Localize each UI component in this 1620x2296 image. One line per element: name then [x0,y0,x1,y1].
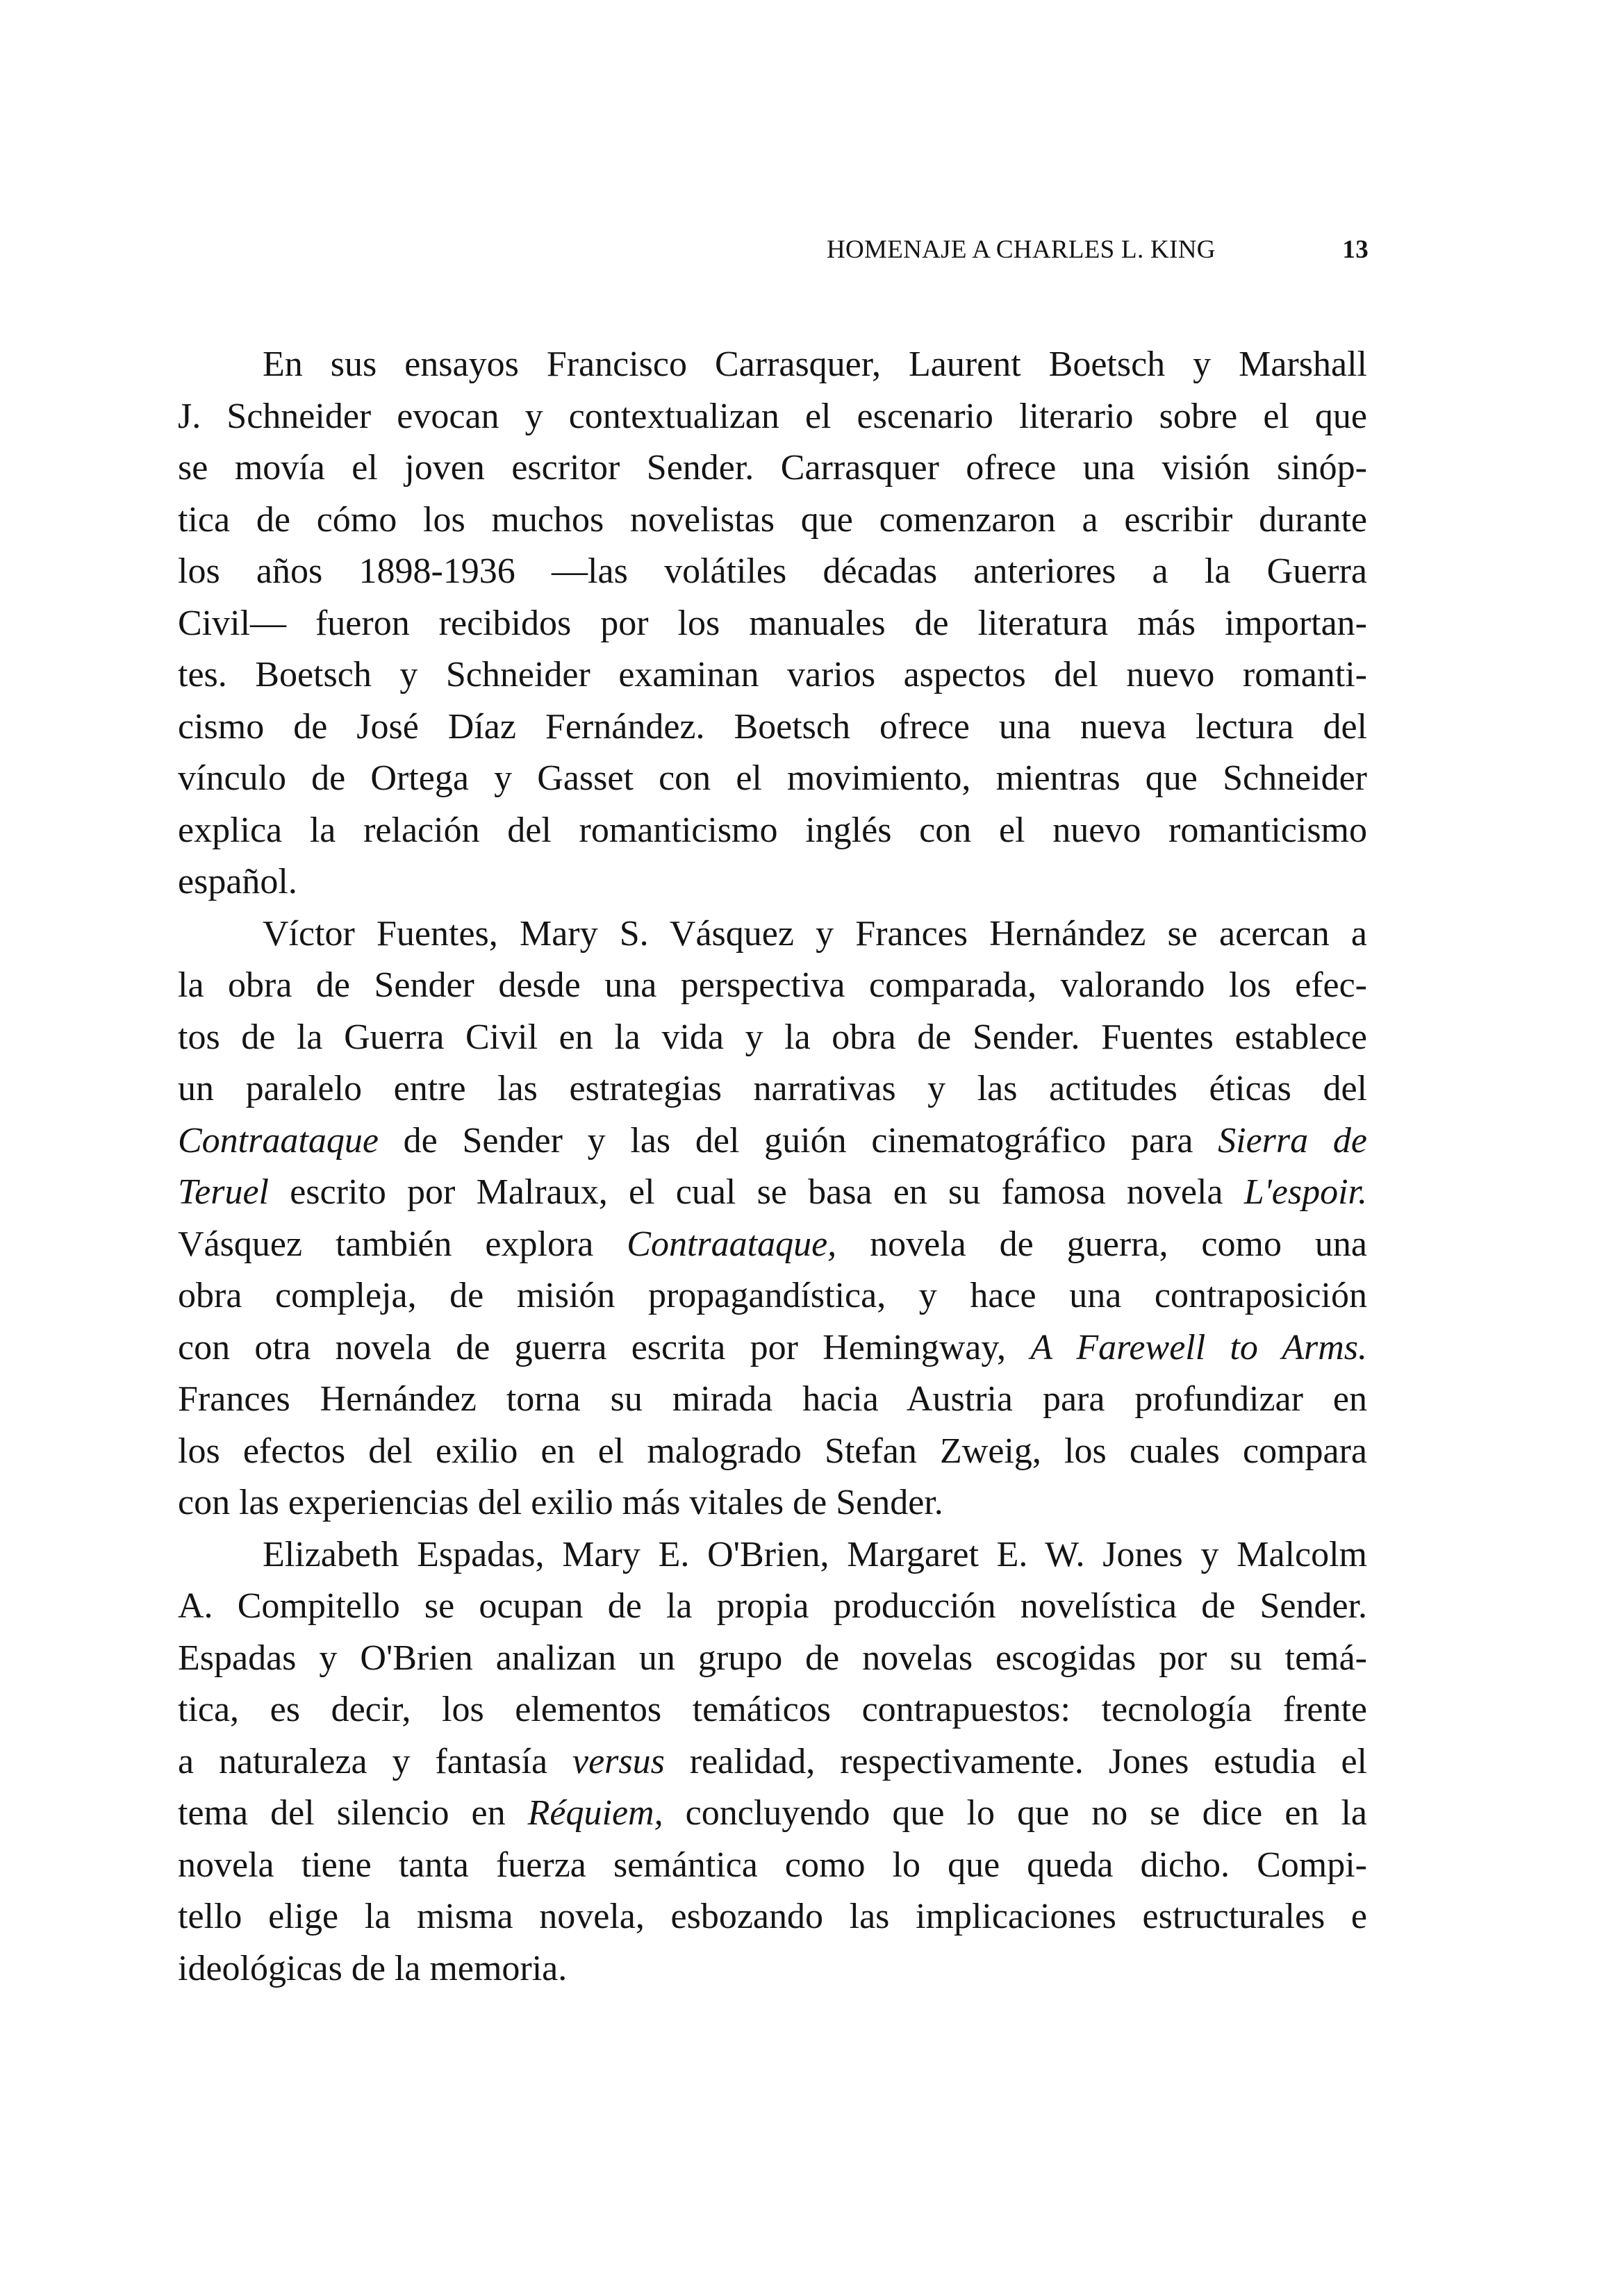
text-line: obra compleja, de misión propagandística, y hace una contraposición [178,1276,1367,1315]
text-line: En sus ensayos Francisco Carrasquer, Laurent Boetsch y Marshall [263,344,1367,384]
work-title: A Farewell to Arms. [1030,1327,1367,1367]
work-title: Contraataque [178,1120,379,1161]
text-line: los años 1898-1936 —las volátiles décadas anteriores a la Guerra [178,551,1367,591]
text-line: Elizabeth Espadas, Mary E. O'Brien, Margaret E. W. Jones y Malcolm [263,1534,1367,1574]
text-line: Frances Hernández torna su mirada hacia Austria para profundizar en [178,1379,1367,1419]
text-line: tes. Boetsch y Schneider examinan varios aspectos del nuevo romanti- [178,655,1367,694]
text-line: se movía el joven escritor Sender. Carrasquer ofrece una visión sinóp- [178,448,1367,488]
running-head-title: HOMENAJE A CHARLES L. KING [827,235,1216,264]
text-line: cismo de José Díaz Fernández. Boetsch ofrece una nueva lectura del [178,706,1367,747]
page-number: 13 [1342,235,1369,264]
work-title: L'espoir. [1243,1172,1367,1212]
text-line: ideológicas de la memoria. [178,1948,568,1988]
text-line: un paralelo entre las estrategias narrativas y las actitudes éticas del [178,1069,1367,1108]
text-line: tello elige la misma novela, esbozando las implicaciones estructurales e [178,1897,1367,1936]
text-line: a naturaleza y fantasía versus realidad, respectivamente. Jones estudia el [178,1741,1367,1781]
text-line: A. Compitello se ocupan de la propia producción novelística de Sender. [178,1586,1367,1626]
text-line: Teruel escrito por Malraux, el cual se basa en su famosa novela L'espoir. [178,1172,1367,1212]
text-line: tica, es decir, los elementos temáticos contrapuestos: tecnología frente [178,1690,1367,1729]
text-line: vínculo de Ortega y Gasset con el movimiento, mientras que Schneider [178,758,1367,798]
text-line: tos de la Guerra Civil en la vida y la obra de Sender. Fuentes establece [178,1017,1367,1057]
text-line: español. [178,862,297,901]
work-title: Teruel [178,1172,269,1212]
text-line: la obra de Sender desde una perspectiva comparada, valorando los efec- [178,965,1367,1005]
body-text [178,339,1367,1995]
running-head [827,233,1369,267]
work-title: Contraataque, [627,1224,837,1264]
text-line: Espadas y O'Brien analizan un grupo de novelas escogidas por su temá- [178,1638,1367,1678]
text-line: tica de cómo los muchos novelistas que comenzaron a escribir durante [178,499,1367,540]
text-line: Civil— fueron recibidos por los manuales de literatura más importan- [178,603,1367,643]
text-line: Víctor Fuentes, Mary S. Vásquez y Frances Hernández se acercan a [263,913,1367,954]
text-line: tema del silencio en Réquiem, concluyendo que lo que no se dice en la [178,1793,1367,1833]
text-line: explica la relación del romanticismo inglés con el nuevo romanticismo [178,810,1367,850]
text-line: con otra novela de guerra escrita por Hemingway, A Farewell to Arms. [178,1327,1367,1367]
text-line: Vásquez también explora Contraataque, novela de guerra, como una [178,1224,1367,1264]
text-line: los efectos del exilio en el malogrado Stefan Zweig, los cuales compara [178,1431,1367,1471]
emphasis-text: versus [572,1741,665,1781]
text-line: novela tiene tanta fuerza semántica como lo que queda dicho. Compi- [178,1845,1367,1885]
text-line: Contraataque de Sender y las del guión cinematográfico para Sierra de [178,1120,1367,1161]
text-line: con las experiencias del exilio más vitales de Sender. [178,1483,943,1522]
work-title: Sierra de [1218,1120,1367,1161]
work-title: Réquiem, [527,1793,663,1833]
text-line: J. Schneider evocan y contextualizan el escenario literario sobre el que [178,396,1367,436]
